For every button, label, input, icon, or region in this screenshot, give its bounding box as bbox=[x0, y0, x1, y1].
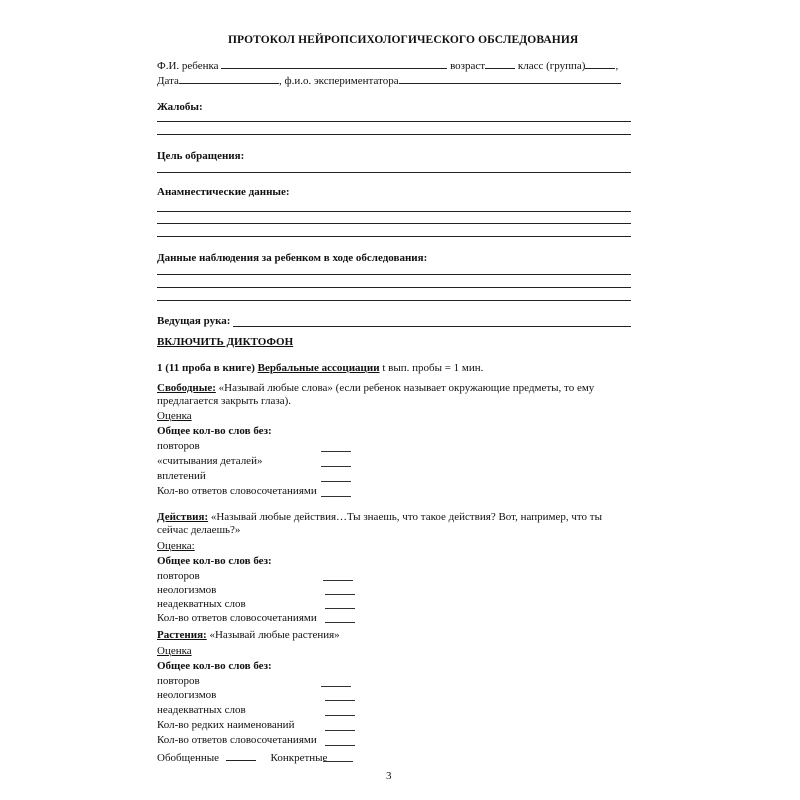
actions-item: повторов bbox=[157, 570, 200, 582]
plants-score-blank[interactable] bbox=[325, 700, 355, 701]
actions-label: Действия: bbox=[157, 511, 209, 523]
test-number: 1 (11 проба в книге) bbox=[157, 362, 255, 374]
plants-item: неадекватных слов bbox=[157, 704, 246, 716]
plants-score-blank[interactable] bbox=[325, 745, 355, 746]
plants-score-blank[interactable] bbox=[321, 686, 351, 687]
free-total-label: Общее кол-во слов без: bbox=[157, 425, 272, 437]
free-instruction bbox=[157, 382, 594, 395]
page-number: 3 bbox=[386, 770, 392, 782]
plants-item: Кол-во редких наименований bbox=[157, 719, 295, 731]
test-time: t вып. пробы = 1 мин. bbox=[382, 362, 484, 374]
plants-score-blank[interactable] bbox=[325, 730, 355, 731]
anamnesis-line[interactable] bbox=[157, 236, 631, 237]
plants-item: Кол-во ответов словосочетаниями bbox=[157, 734, 317, 746]
child-name-field: Ф.И. ребенка возраст класс (группа) , bbox=[157, 60, 619, 72]
plants-general-concrete-row bbox=[157, 750, 327, 765]
free-score-blank[interactable] bbox=[321, 466, 351, 467]
anamnesis-heading: Анамнестические данные: bbox=[157, 186, 290, 198]
actions-score-blank[interactable] bbox=[323, 580, 353, 581]
plants-score-blank[interactable] bbox=[325, 715, 355, 716]
actions-rating-label: Оценка: bbox=[157, 540, 195, 552]
plants-item: повторов bbox=[157, 675, 200, 687]
free-label: Свободные: bbox=[157, 382, 216, 394]
recorder-instruction: ВКЛЮЧИТЬ ДИКТОФОН bbox=[157, 336, 294, 348]
date-blank[interactable] bbox=[179, 73, 279, 84]
free-score-blank[interactable] bbox=[321, 481, 351, 482]
plants-instruction bbox=[157, 629, 340, 642]
free-item: Кол-во ответов словосочетаниями bbox=[157, 485, 317, 497]
child-name-label: Ф.И. ребенка bbox=[157, 60, 219, 72]
actions-instruction-cont: сейчас делаешь?» bbox=[157, 524, 241, 536]
actions-score-blank[interactable] bbox=[325, 594, 355, 595]
actions-total-label: Общее кол-во слов без: bbox=[157, 555, 272, 567]
actions-item: неологизмов bbox=[157, 584, 217, 596]
plants-concrete-blank[interactable] bbox=[323, 761, 353, 762]
plants-item: неологизмов bbox=[157, 689, 217, 701]
complaints-heading: Жалобы: bbox=[157, 101, 203, 113]
free-rating-label: Оценка bbox=[157, 410, 192, 422]
experimenter-blank[interactable] bbox=[399, 73, 621, 84]
age-blank[interactable] bbox=[485, 58, 515, 69]
plants-total-label: Общее кол-во слов без: bbox=[157, 660, 272, 672]
observation-line[interactable] bbox=[157, 287, 631, 288]
actions-item: неадекватных слов bbox=[157, 598, 246, 610]
class-blank[interactable] bbox=[585, 58, 615, 69]
observation-heading: Данные наблюдения за ребенком в ходе обследования: bbox=[157, 252, 428, 264]
plants-rating-label: Оценка bbox=[157, 645, 192, 657]
experimenter-label: , ф.и.о. экспериментатора bbox=[278, 75, 399, 87]
actions-item: Кол-во ответов словосочетаниями bbox=[157, 612, 317, 624]
plants-concrete-label: Конкретные bbox=[270, 752, 328, 764]
free-score-blank[interactable] bbox=[321, 496, 351, 497]
leading-hand-line[interactable] bbox=[233, 326, 631, 327]
date-field bbox=[157, 73, 621, 88]
plants-general-label: Обобщенные bbox=[157, 752, 220, 764]
free-item: вплетений bbox=[157, 470, 206, 482]
test-name: Вербальные ассоциации bbox=[257, 362, 380, 374]
complaints-line[interactable] bbox=[157, 121, 631, 122]
anamnesis-line[interactable] bbox=[157, 211, 631, 212]
actions-instruction-text: «Называй любые действия…Ты знаешь, что такое действия? Вот, например, что ты bbox=[210, 511, 603, 523]
free-item: «считывания деталей» bbox=[157, 455, 263, 467]
plants-label: Растения: bbox=[157, 629, 207, 641]
date-label: Дата bbox=[157, 75, 179, 87]
anamnesis-line[interactable] bbox=[157, 223, 631, 224]
observation-line[interactable] bbox=[157, 274, 631, 275]
free-instruction-cont: предлагается закрыть глаза). bbox=[157, 395, 292, 407]
actions-instruction bbox=[157, 511, 602, 524]
class-label: класс (группа) bbox=[517, 60, 586, 72]
test-heading bbox=[157, 362, 483, 375]
actions-score-blank[interactable] bbox=[325, 622, 355, 623]
page-title: ПРОТОКОЛ НЕЙРОПСИХОЛОГИЧЕСКОГО ОБСЛЕДОВАНИЯ bbox=[228, 34, 579, 46]
observation-line[interactable] bbox=[157, 300, 631, 301]
age-label: возраст bbox=[450, 60, 486, 72]
plants-instruction-text: «Называй любые растения» bbox=[209, 629, 340, 641]
actions-score-blank[interactable] bbox=[325, 608, 355, 609]
purpose-heading: Цель обращения: bbox=[157, 150, 245, 162]
leading-hand-heading: Ведущая рука: bbox=[157, 315, 231, 327]
purpose-line[interactable] bbox=[157, 172, 631, 173]
free-item: повторов bbox=[157, 440, 200, 452]
complaints-line[interactable] bbox=[157, 134, 631, 135]
free-instruction-text: «Называй любые слова» (если ребенок называет окружающие предметы, то ему bbox=[218, 382, 595, 394]
plants-general-blank[interactable] bbox=[226, 750, 256, 761]
free-score-blank[interactable] bbox=[321, 451, 351, 452]
child-name-blank[interactable] bbox=[221, 58, 447, 69]
